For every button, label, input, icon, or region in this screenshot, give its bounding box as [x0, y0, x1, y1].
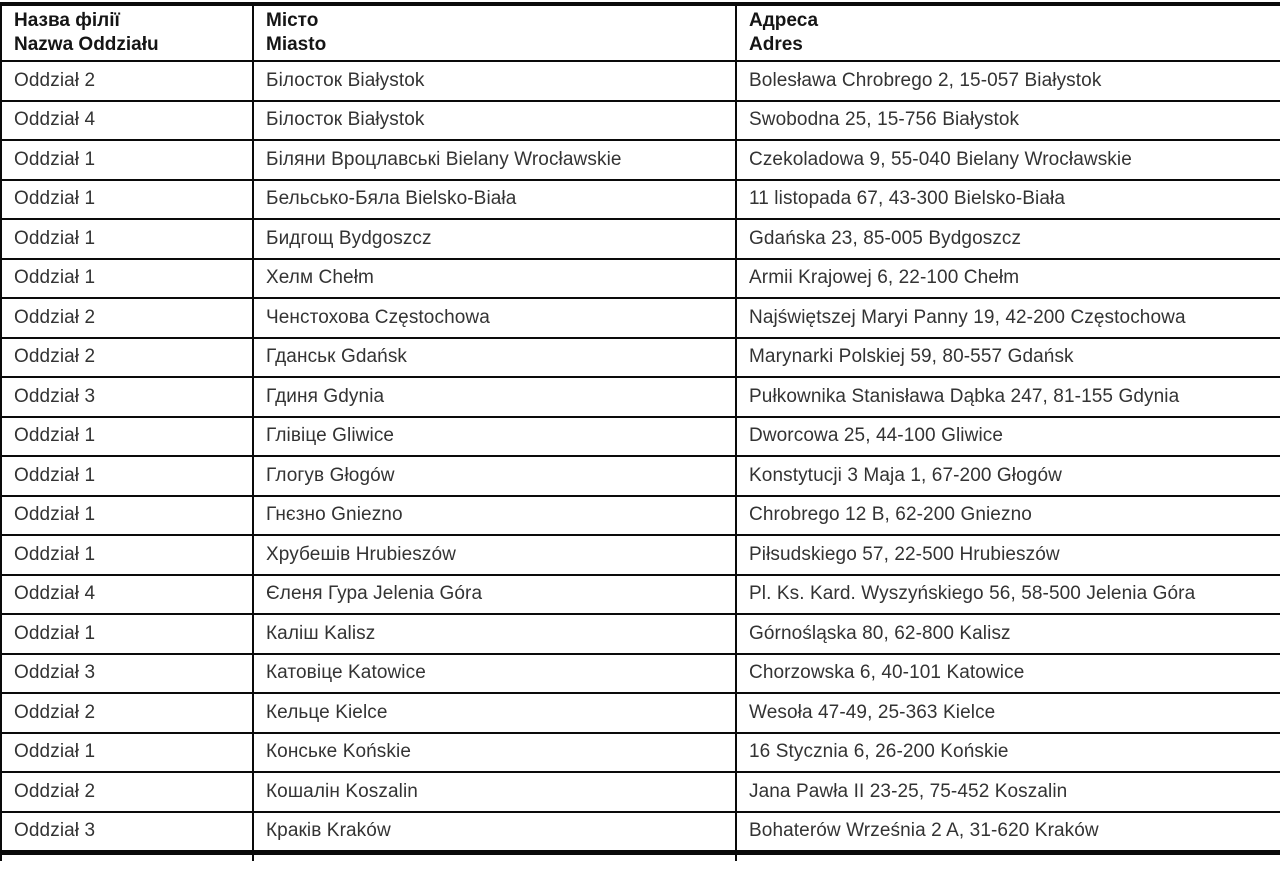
table-row: [1, 338, 1280, 378]
branch-name-cell: Oddział 4: [1, 575, 253, 615]
address-cell: Chorzowska 6, 40-101 Katowice: [736, 654, 1280, 694]
city-cell: Бидгощ Bydgoszcz: [253, 219, 736, 259]
city-cell: Єленя Гура Jelenia Góra: [253, 575, 736, 615]
table-row: [1, 259, 1280, 299]
branch-name-cell: Oddział 3: [1, 812, 253, 853]
branch-name-cell: Oddział 2: [1, 338, 253, 378]
address-cell: Konstytucji 3 Maja 1, 67-200 Głogów: [736, 456, 1280, 496]
branches-table: [0, 2, 1280, 861]
address-cell: 16 Stycznia 6, 26-200 Końskie: [736, 733, 1280, 773]
column-header-city-pl: Miasto: [266, 34, 327, 55]
branch-name-cell: Oddział 1: [1, 417, 253, 457]
table-row: [1, 535, 1280, 575]
branch-name-cell: Oddział 1: [1, 614, 253, 654]
city-cell: [253, 853, 736, 862]
table-row: [1, 733, 1280, 773]
city-cell: Гнєзно Gniezno: [253, 496, 736, 536]
table-row: [1, 417, 1280, 457]
column-header-address-pl: Adres: [749, 34, 803, 55]
address-cell: Najświętszej Maryi Panny 19, 42-200 Częstochowa: [736, 298, 1280, 338]
column-header-address: [736, 4, 1280, 61]
table-row: [1, 456, 1280, 496]
table-row: [1, 654, 1280, 694]
address-cell: Swobodna 25, 15-756 Białystok: [736, 101, 1280, 141]
table-header: [1, 4, 1280, 61]
address-cell: Jana Pawła II 23-25, 75-452 Koszalin: [736, 772, 1280, 812]
branch-name-cell: Oddział 2: [1, 772, 253, 812]
city-cell: Глівіце Gliwice: [253, 417, 736, 457]
column-header-branch-name: [1, 4, 253, 61]
table-row: [1, 140, 1280, 180]
table-row: [1, 693, 1280, 733]
address-cell: 11 listopada 67, 43-300 Bielsko-Biała: [736, 180, 1280, 220]
city-cell: Білосток Białystok: [253, 101, 736, 141]
address-cell: Bolesława Chrobrego 2, 15-057 Białystok: [736, 61, 1280, 101]
address-cell: [736, 853, 1280, 862]
branch-name-cell: Oddział 1: [1, 219, 253, 259]
table-row: [1, 180, 1280, 220]
column-header-city: [253, 4, 736, 61]
city-cell: Кельце Kielce: [253, 693, 736, 733]
city-cell: Катовіце Katowice: [253, 654, 736, 694]
table-row: [1, 575, 1280, 615]
table-row: [1, 614, 1280, 654]
address-cell: Bohaterów Września 2 A, 31-620 Kraków: [736, 812, 1280, 853]
branch-name-cell: [1, 853, 253, 862]
table-body: [1, 61, 1280, 861]
city-cell: Краків Kraków: [253, 812, 736, 853]
address-cell: Piłsudskiego 57, 22-500 Hrubieszów: [736, 535, 1280, 575]
address-cell: Pułkownika Stanisława Dąbka 247, 81-155 Gdynia: [736, 377, 1280, 417]
branch-name-cell: Oddział 1: [1, 259, 253, 299]
address-cell: Czekoladowa 9, 55-040 Bielany Wrocławskie: [736, 140, 1280, 180]
address-cell: Dworcowa 25, 44-100 Gliwice: [736, 417, 1280, 457]
address-cell: Marynarki Polskiej 59, 80-557 Gdańsk: [736, 338, 1280, 378]
address-cell: Górnośląska 80, 62-800 Kalisz: [736, 614, 1280, 654]
table-row: [1, 812, 1280, 853]
city-cell: Білосток Białystok: [253, 61, 736, 101]
address-cell: Armii Krajowej 6, 22-100 Chełm: [736, 259, 1280, 299]
branch-name-cell: Oddział 1: [1, 456, 253, 496]
branch-name-cell: Oddział 1: [1, 140, 253, 180]
table-row: [1, 496, 1280, 536]
table-row-cutoff: [1, 853, 1280, 862]
address-cell: Wesoła 47-49, 25-363 Kielce: [736, 693, 1280, 733]
branch-name-cell: Oddział 2: [1, 693, 253, 733]
table-row: [1, 101, 1280, 141]
city-cell: Глогув Głogów: [253, 456, 736, 496]
city-cell: Хелм Chełm: [253, 259, 736, 299]
header-row: [1, 4, 1280, 61]
city-cell: Бельсько-Бяла Bielsko-Biała: [253, 180, 736, 220]
city-cell: Каліш Kalisz: [253, 614, 736, 654]
address-cell: Chrobrego 12 B, 62-200 Gniezno: [736, 496, 1280, 536]
city-cell: Гдиня Gdynia: [253, 377, 736, 417]
column-header-address-uk: Адреса: [749, 10, 819, 32]
city-cell: Кошалін Koszalin: [253, 772, 736, 812]
branch-name-cell: Oddział 1: [1, 733, 253, 773]
column-header-branch-name-pl: Nazwa Oddziału: [14, 34, 159, 55]
city-cell: Конське Końskie: [253, 733, 736, 773]
city-cell: Ченстохова Częstochowa: [253, 298, 736, 338]
table-row: [1, 377, 1280, 417]
city-cell: Хрубешів Hrubieszów: [253, 535, 736, 575]
city-cell: Біляни Вроцлавські Bielany Wrocławskie: [253, 140, 736, 180]
branch-name-cell: Oddział 4: [1, 101, 253, 141]
branch-name-cell: Oddział 3: [1, 377, 253, 417]
column-header-branch-name-uk: Назва філії: [14, 10, 120, 32]
table-row: [1, 61, 1280, 101]
address-cell: Pl. Ks. Kard. Wyszyńskiego 56, 58-500 Jelenia Góra: [736, 575, 1280, 615]
branch-name-cell: Oddział 1: [1, 496, 253, 536]
table-row: [1, 772, 1280, 812]
branch-name-cell: Oddział 3: [1, 654, 253, 694]
table-row: [1, 219, 1280, 259]
address-cell: Gdańska 23, 85-005 Bydgoszcz: [736, 219, 1280, 259]
branch-name-cell: Oddział 1: [1, 180, 253, 220]
branch-name-cell: Oddział 1: [1, 535, 253, 575]
branch-name-cell: Oddział 2: [1, 61, 253, 101]
column-header-city-uk: Місто: [266, 10, 319, 32]
city-cell: Гданськ Gdańsk: [253, 338, 736, 378]
branch-name-cell: Oddział 2: [1, 298, 253, 338]
table-row: [1, 298, 1280, 338]
